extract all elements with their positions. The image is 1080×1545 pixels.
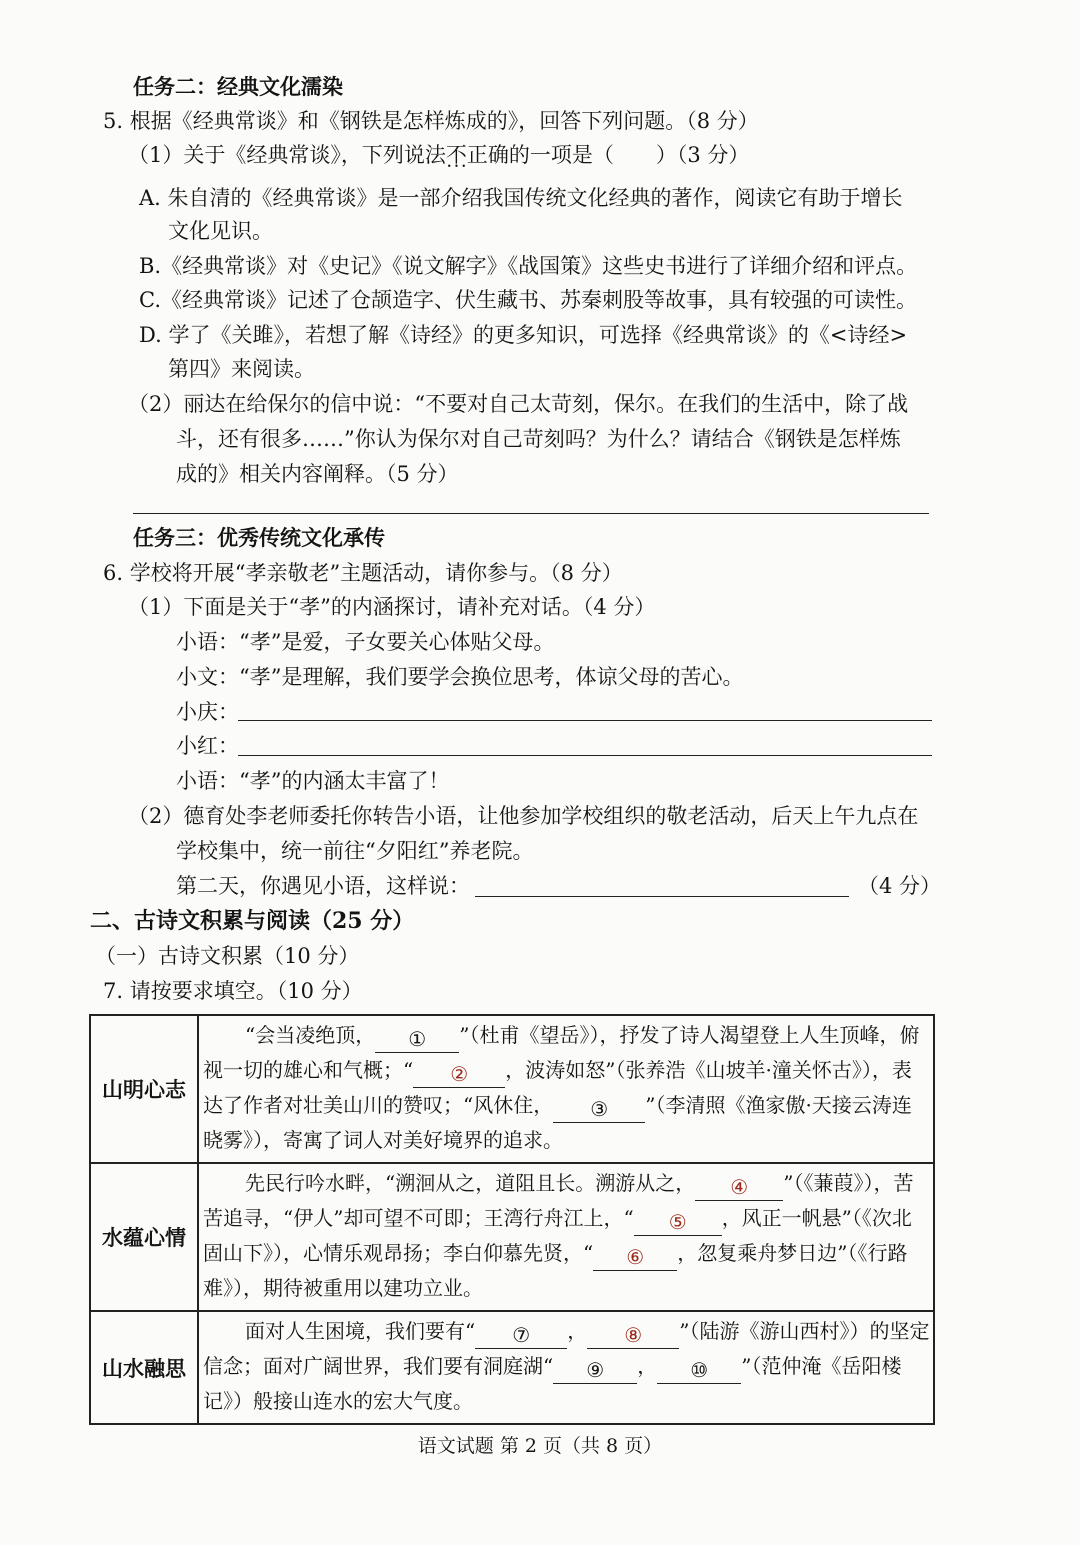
answer-line-xiaoqing[interactable]	[238, 720, 932, 721]
page-footer: 语文试题 第 2 页（共 8 页）	[417, 1435, 663, 1457]
poem-fill-table	[89, 1014, 935, 1425]
question-6-2-line3: 第二天，你遇见小语，这样说：	[176, 874, 470, 898]
option-d-line1: D. 学了《关雎》，若想了解《诗经》的更多知识，可选择《经典常谈》的《<诗经>	[139, 323, 908, 347]
answer-line-xiaohong[interactable]	[238, 755, 932, 756]
row-theme: 山明心志	[90, 1015, 198, 1163]
dialogue-xiaoyu-2: 小语：“孝”的内涵太丰富了！	[176, 769, 450, 793]
q5-1-prefix: （1）关于《经典常谈》，下列说法	[128, 143, 446, 167]
question-6-2-score: （4 分）	[858, 874, 942, 898]
question-7: 7. 请按要求填空。（10 分）	[103, 979, 363, 1003]
answer-line-q6-2[interactable]	[475, 896, 849, 897]
subsection-1-heading: （一）古诗文积累（10 分）	[95, 944, 360, 968]
dialogue-xiaoqing-label: 小庆：	[176, 700, 239, 724]
table-row	[90, 1311, 934, 1424]
row-content: 先民行吟水畔，“溯洄从之，道阻且长。溯游从之， ④ ”（《蒹葭》），苦苦追寻，“伊人”却可望不可即；王湾行舟江上，“ ⑤ ，风正一帆悬”（《次北固山下》），心情乐观昂扬；李白仰慕先贤，“ ⑥ ，忽复乘舟梦日边”（《行路难》），期待被重用以建功立业。	[198, 1163, 934, 1311]
row-theme: 山水融思	[90, 1311, 198, 1424]
question-5-2-line2: 斗，还有很多……”你认为保尔对自己苛刻吗？为什么？请结合《钢铁是怎样炼	[176, 427, 901, 451]
option-b: B.《经典常谈》对《史记》《说文解字》《战国策》这些史书进行了详细介绍和评点。	[139, 254, 918, 278]
blank-5[interactable]: ⑤	[634, 1209, 722, 1236]
answer-line-q5-2[interactable]	[133, 513, 929, 514]
blank-3[interactable]: ③	[553, 1096, 645, 1123]
question-6: 6. 学校将开展“孝亲敬老”主题活动，请你参与。（8 分）	[103, 561, 623, 585]
option-a-line2: 文化见识。	[168, 219, 273, 243]
question-6-2-line2: 学校集中，统一前往“夕阳红”养老院。	[176, 839, 534, 863]
blank-4[interactable]: ④	[695, 1174, 783, 1201]
question-6-1: （1）下面是关于“孝”的内涵探讨，请补充对话。（4 分）	[128, 595, 656, 619]
emphasis-not-correct: 不正确 • • •	[446, 143, 509, 167]
option-c: C.《经典常谈》记述了仓颉造字、伏生藏书、苏秦刺股等故事，具有较强的可读性。	[139, 288, 917, 312]
row-content: “会当凌绝顶， ① ”（杜甫《望岳》），抒发了诗人渴望登上人生顶峰，俯视一切的雄心和气概；“ ② ，波涛如怒”（张养浩《山坡羊·潼关怀古》），表达了作者对壮美山川的赞叹；“风休住， ③ ”（李清照《渔家傲·天接云涛连晓雾》），寄寓了词人对美好境界的追求。	[198, 1015, 934, 1163]
task2-heading: 任务二：经典文化濡染	[133, 74, 343, 99]
question-5: 5. 根据《经典常谈》和《钢铁是怎样炼成的》，回答下列问题。（8 分）	[103, 109, 759, 133]
blank-6[interactable]: ⑥	[593, 1244, 677, 1271]
question-5-1	[128, 140, 749, 170]
row-theme: 水蕴心情	[90, 1163, 198, 1311]
table-row	[90, 1015, 934, 1163]
task3-heading: 任务三：优秀传统文化承传	[133, 525, 385, 550]
table-row	[90, 1163, 934, 1311]
blank-1[interactable]: ①	[375, 1026, 459, 1053]
q5-1-suffix: 的一项是（ ）（3 分）	[508, 143, 750, 167]
question-5-2-line1: （2）丽达在给保尔的信中说：“不要对自己太苛刻，保尔。在我们的生活中，除了战	[128, 392, 909, 416]
blank-9[interactable]: ⑨	[553, 1357, 637, 1384]
blank-7[interactable]: ⑦	[475, 1322, 567, 1349]
option-d-line2: 第四》来阅读。	[168, 357, 315, 381]
blank-10[interactable]: ⑩	[657, 1357, 741, 1384]
dialogue-xiaoyu-1: 小语：“孝”是爱，子女要关心体贴父母。	[176, 630, 555, 654]
section-2-heading: 二、古诗文积累与阅读（25 分）	[90, 908, 415, 934]
blank-2[interactable]: ②	[413, 1061, 505, 1088]
dialogue-xiaowen: 小文：“孝”是理解，我们要学会换位思考，体谅父母的苦心。	[176, 665, 744, 689]
question-5-2-line3: 成的》相关内容阐释。（5 分）	[176, 462, 459, 486]
question-6-2-line1: （2）德育处李老师委托你转告小语，让他参加学校组织的敬老活动，后天上午九点在	[128, 804, 919, 828]
blank-8[interactable]: ⑧	[587, 1322, 679, 1349]
option-a-line1: A. 朱自清的《经典常谈》是一部介绍我国传统文化经典的著作，阅读它有助于增长	[139, 186, 903, 210]
dialogue-xiaohong-label: 小红：	[176, 734, 239, 758]
row-content: 面对人生困境，我们要有“ ⑦ ， ⑧ ”（陆游《游山西村》）的坚定信念；面对广阔世界，我们要有洞庭湖“ ⑨ ， ⑩ ”（范仲淹《岳阳楼记》）般接山连水的宏大气度。	[198, 1311, 934, 1424]
